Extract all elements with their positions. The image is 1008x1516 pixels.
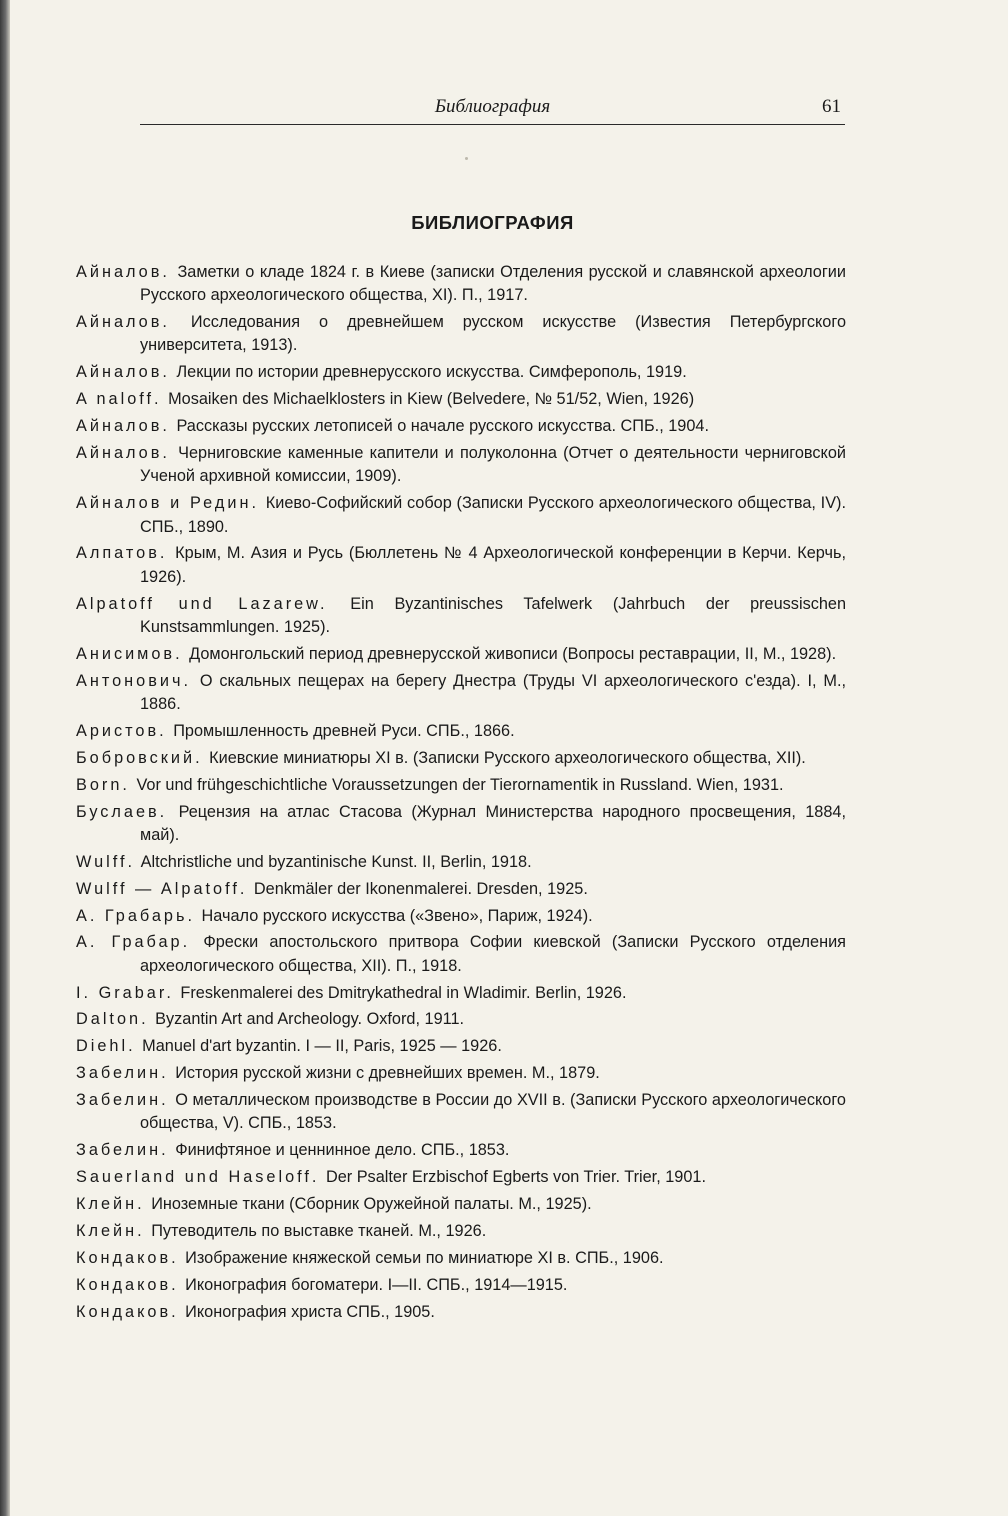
entry-author: Кондаков. bbox=[76, 1302, 179, 1321]
entry-author: Айналов. bbox=[76, 363, 170, 382]
bibliography-entry bbox=[76, 1166, 846, 1189]
page-number: 61 bbox=[822, 96, 841, 117]
entry-author: Айналов. bbox=[76, 313, 170, 332]
bibliography-entry bbox=[76, 261, 846, 308]
entry-author: Sauerland und Haseloff. bbox=[76, 1168, 320, 1187]
entry-text: О скальных пещерах на берегу Днестра (Труды VI археологического с'езда). I, М., 1886. bbox=[140, 671, 846, 713]
bibliography-entry bbox=[76, 1220, 846, 1243]
entry-author: Клейн. bbox=[76, 1195, 145, 1214]
bibliography-entry bbox=[76, 851, 846, 874]
bibliography-entry bbox=[76, 905, 846, 928]
entry-text: Altchristliche und byzantinische Kunst. II, Berlin, 1918. bbox=[140, 852, 532, 871]
section-title: БИБЛИОГРАФИЯ bbox=[411, 212, 574, 233]
bibliography-entry bbox=[76, 801, 846, 848]
bibliography-entry bbox=[76, 415, 846, 438]
bibliography-entry bbox=[76, 361, 846, 384]
entry-text: Начало русского искусства («Звено», Париж, 1924). bbox=[201, 906, 593, 925]
entry-text: Рассказы русских летописей о начале русского искусства. СПБ., 1904. bbox=[176, 417, 709, 436]
bibliography-entry bbox=[76, 593, 846, 640]
bibliography-entry bbox=[76, 747, 846, 770]
entry-author: Dalton. bbox=[76, 1010, 149, 1029]
entry-text: Заметки о кладе 1824 г. в Киеве (записки Отделения русской и славянской археологии Русского археологического общества, XI). П., 1917. bbox=[140, 263, 846, 305]
entry-text: Изображение княжеской семьи по миниатюре XI в. СПБ., 1906. bbox=[185, 1248, 664, 1267]
entry-text: Ein Byzantinisches Tafelwerk (Jahrbuch der preussischen Kunstsammlungen. 1925). bbox=[140, 594, 847, 636]
bibliography-entry bbox=[76, 1008, 846, 1031]
entry-author: Айналов и Редин. bbox=[76, 494, 259, 513]
entry-text: О металлическом производстве в России до XVII в. (Записки Русского археологического общества, V). СПБ., 1853. bbox=[140, 1091, 846, 1133]
bibliography-entry bbox=[76, 492, 846, 539]
entry-author: I. Grabar. bbox=[76, 983, 174, 1002]
entry-author: Diehl. bbox=[76, 1037, 136, 1056]
bibliography-entry bbox=[76, 670, 846, 717]
running-head-title: Библиография bbox=[434, 96, 551, 117]
entry-author: Wulff. bbox=[76, 852, 136, 871]
entry-text: Иноземные ткани (Сборник Оружейной палаты. М., 1925). bbox=[151, 1195, 592, 1214]
entry-text: Киево-Софийский собор (Записки Русского археологического общества, IV). СПБ., 1890. bbox=[140, 494, 846, 536]
entry-author: Клейн. bbox=[76, 1222, 145, 1241]
entry-author: Born. bbox=[76, 775, 130, 794]
entry-author: Wulff — Alpatoff. bbox=[76, 879, 248, 898]
bibliography-entry bbox=[76, 878, 846, 901]
entry-author: Айналов. bbox=[76, 417, 170, 436]
entry-text: Manuel d'art byzantin. I — II, Paris, 1925 — 1926. bbox=[142, 1037, 502, 1056]
entry-text: Крым, М. Азия и Русь (Бюллетень № 4 Археологической конференции в Керчи. Керчь, 1926). bbox=[140, 544, 846, 586]
running-head bbox=[140, 96, 845, 125]
bibliography-entry bbox=[76, 542, 846, 589]
entry-text: Исследования о древнейшем русском искусстве (Известия Петербургского университета, 1913). bbox=[140, 313, 847, 355]
entry-author: Буслаев. bbox=[76, 802, 168, 821]
bibliography-entry bbox=[76, 1139, 846, 1162]
entry-author: Кондаков. bbox=[76, 1275, 179, 1294]
entry-author: Анисимов. bbox=[76, 644, 183, 663]
paper-speck bbox=[465, 157, 468, 160]
bibliography-entry bbox=[76, 1035, 846, 1058]
entry-text: Der Psalter Erzbischof Egberts von Trier. Trier, 1901. bbox=[325, 1168, 706, 1187]
entry-author: Alpatoff und Lazarew. bbox=[76, 594, 328, 613]
entry-text: Финифтяное и ценнинное дело. СПБ., 1853. bbox=[175, 1141, 510, 1160]
entry-text: Домонгольский период древнерусской живописи (Вопросы реставрации, II, М., 1928). bbox=[189, 644, 837, 663]
entry-text: Фрески апостольского притвора Софии киевской (Записки Русского отделения археологического общества, XII). П., 1918. bbox=[140, 933, 846, 975]
entry-author: А. Грабарь. bbox=[76, 906, 195, 925]
entry-text: История русской жизни с древнейших времен. М., 1879. bbox=[175, 1064, 600, 1083]
entry-text: Иконография богоматери. I—II. СПБ., 1914—1915. bbox=[185, 1275, 568, 1294]
entry-text: Freskenmalerei des Dmitrykathedral in Wladimir. Berlin, 1926. bbox=[180, 983, 627, 1002]
bibliography-entry bbox=[76, 1247, 846, 1270]
entry-text: Путеводитель по выставке тканей. М., 1926. bbox=[151, 1222, 487, 1241]
entry-text: Mosaiken des Michaelklosters in Kiew (Belvedere, № 51/52, Wien, 1926) bbox=[168, 390, 695, 409]
entry-text: Byzantin Art and Archeology. Oxford, 1911. bbox=[155, 1010, 465, 1029]
entry-author: Алпатов. bbox=[76, 544, 168, 563]
bibliography-entry bbox=[76, 1301, 846, 1324]
bibliography-entry bbox=[76, 643, 846, 666]
entry-text: Черниговские каменные капители и полуколонна (Отчет о деятельности черниговской Ученой архивной комиссии, 1909). bbox=[140, 444, 846, 486]
entry-author: Аристов. bbox=[76, 721, 167, 740]
bibliography-entry bbox=[76, 931, 846, 978]
entry-author: Бобровский. bbox=[76, 748, 203, 767]
entry-author: A naloff. bbox=[76, 390, 162, 409]
entry-author: Антонович. bbox=[76, 671, 191, 690]
entry-text: Киевские миниатюры XI в. (Записки Русского археологического общества, XII). bbox=[209, 748, 806, 767]
entry-author: Кондаков. bbox=[76, 1248, 179, 1267]
book-binding-edge bbox=[0, 0, 10, 1516]
bibliography-entry bbox=[76, 1089, 846, 1136]
entry-text: Лекции по истории древнерусского искусства. Симферополь, 1919. bbox=[176, 363, 687, 382]
bibliography-entry bbox=[76, 1193, 846, 1216]
entry-author: Забелин. bbox=[76, 1091, 169, 1110]
entry-author: Айналов. bbox=[76, 263, 170, 281]
entry-text: Denkmäler der Ikonenmalerei. Dresden, 1925. bbox=[253, 879, 588, 898]
entry-author: Айналов. bbox=[76, 444, 170, 463]
entry-author: А. Грабар. bbox=[76, 933, 191, 952]
entry-text: Рецензия на атлас Стасова (Журнал Министерства народного просвещения, 1884, май). bbox=[140, 802, 846, 844]
bibliography-entry bbox=[76, 982, 846, 1005]
entry-author: Забелин. bbox=[76, 1064, 169, 1083]
bibliography-entry bbox=[76, 1274, 846, 1297]
entry-text: Vor und frühgeschichtliche Voraussetzungen der Tierornamentik in Russland. Wien, 1931. bbox=[136, 775, 784, 794]
bibliography-entry bbox=[76, 774, 846, 797]
entry-author: Забелин. bbox=[76, 1141, 169, 1160]
bibliography-entry bbox=[76, 1062, 846, 1085]
bibliography-list bbox=[76, 261, 846, 1324]
bibliography-entry bbox=[76, 388, 846, 411]
bibliography-entry bbox=[76, 442, 846, 489]
bibliography-entry bbox=[76, 720, 846, 743]
entry-text: Промышленность древней Руси. СПБ., 1866. bbox=[173, 721, 515, 740]
bibliography-entry bbox=[76, 311, 846, 358]
entry-text: Иконография христа СПБ., 1905. bbox=[185, 1302, 435, 1321]
